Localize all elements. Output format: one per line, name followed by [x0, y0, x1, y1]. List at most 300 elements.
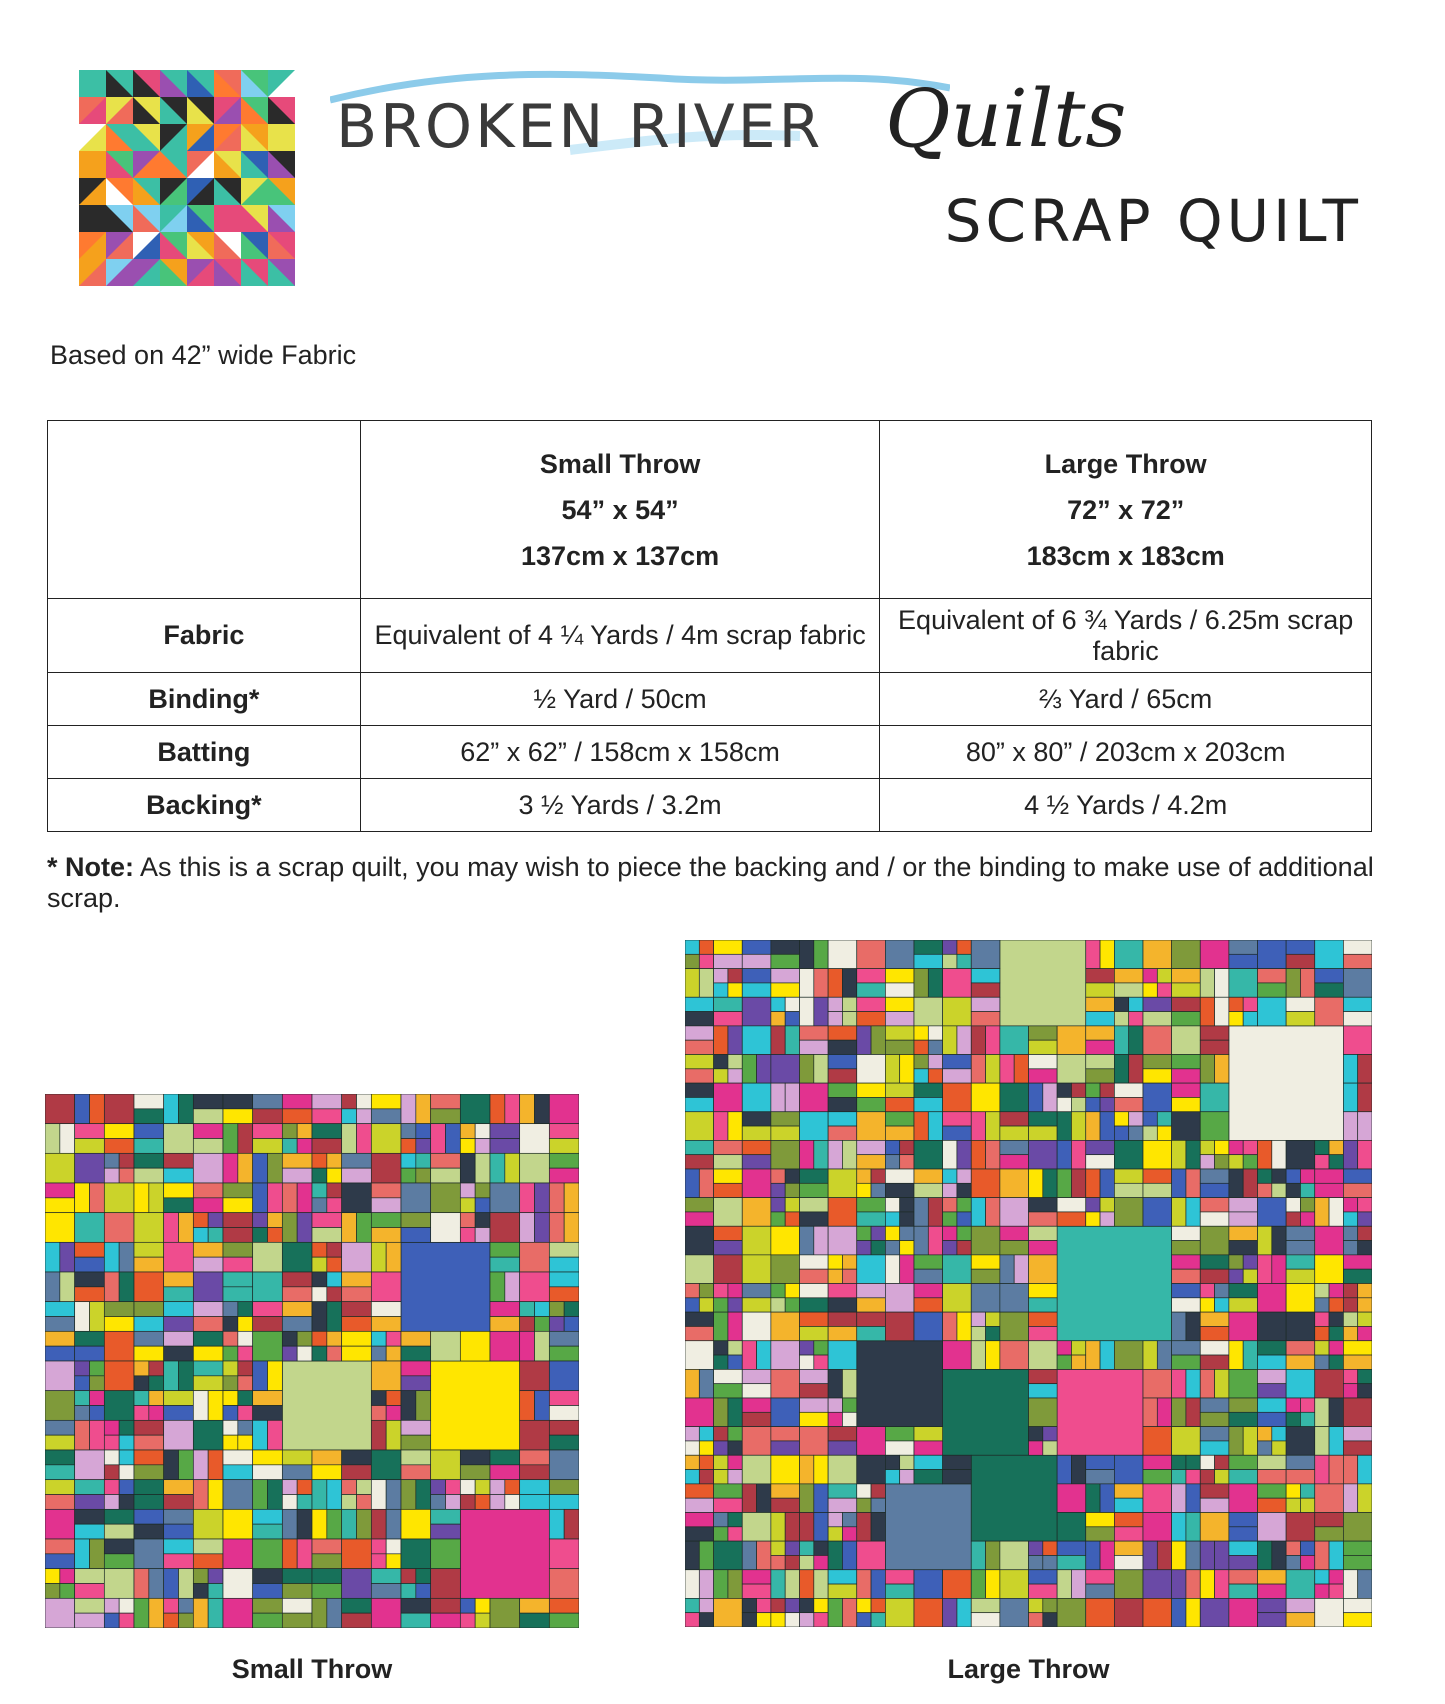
fabric-strip: [871, 1513, 885, 1542]
fabric-strip: [971, 1598, 1000, 1612]
fabric-strip: [297, 1509, 312, 1539]
large-throw-caption: Large Throw: [947, 1654, 1110, 1684]
fabric-strip: [1229, 1284, 1258, 1298]
fabric-strip: [253, 1509, 283, 1524]
fabric-square: [193, 1569, 208, 1584]
fabric-square: [1029, 1441, 1043, 1455]
fabric-patch: [164, 1124, 194, 1154]
fabric-strip: [253, 1420, 268, 1450]
fabric-patch: [45, 1391, 75, 1421]
fabric-square: [460, 1183, 475, 1198]
fabric-strip: [742, 969, 771, 983]
fabric-strip: [312, 1598, 327, 1628]
fabric-square: [685, 954, 699, 968]
fabric-strip: [1343, 1112, 1357, 1141]
fabric-strip: [1172, 1341, 1201, 1355]
fabric-patch: [549, 1539, 579, 1569]
fabric-strip: [1200, 1255, 1229, 1269]
fabric-strip: [1215, 997, 1229, 1026]
fabric-strip: [785, 1570, 799, 1599]
fabric-strip: [1172, 1012, 1201, 1026]
fabric-strip: [1258, 1570, 1287, 1584]
fabric-square: [714, 1341, 728, 1355]
fabric-square: [1243, 1269, 1257, 1283]
fabric-square: [1172, 1470, 1186, 1484]
fabric-strip: [1100, 1484, 1114, 1513]
fabric-strip: [134, 1153, 164, 1168]
fabric-strip: [371, 1094, 401, 1109]
fabric-strip: [828, 1441, 857, 1455]
fabric-strip: [1215, 1369, 1229, 1398]
fabric-strip: [685, 1026, 714, 1040]
fabric-square: [342, 1094, 357, 1109]
fabric-strip: [928, 1198, 942, 1227]
fabric-patch: [914, 1140, 943, 1169]
fabric-strip: [1286, 969, 1300, 998]
fabric-square: [699, 1427, 713, 1441]
fabric-square: [842, 1398, 856, 1412]
fabric-square: [871, 1598, 885, 1612]
fabric-strip: [164, 1153, 194, 1168]
fabric-strip: [1258, 1412, 1287, 1426]
fabric-strip: [401, 1420, 431, 1435]
fabric-strip: [386, 1242, 401, 1272]
fabric-strip: [520, 1465, 550, 1480]
fabric-square: [1300, 1555, 1314, 1569]
fabric-strip: [1286, 1269, 1315, 1283]
fabric-patch: [1000, 1169, 1029, 1198]
fabric-square: [785, 1541, 799, 1555]
fabric-strip: [312, 1450, 342, 1465]
fabric-square: [771, 1598, 785, 1612]
fabric-strip: [193, 1317, 223, 1332]
fabric-strip: [45, 1317, 75, 1332]
fabric-square: [986, 1326, 1000, 1340]
fabric-strip: [1229, 1584, 1258, 1598]
fabric-strip: [1343, 1441, 1372, 1455]
fabric-strip: [401, 1331, 431, 1346]
fabric-strip: [164, 1198, 194, 1213]
fabric-strip: [134, 1124, 164, 1139]
fabric-strip: [164, 1509, 194, 1524]
fabric-strip: [193, 1302, 223, 1317]
fabric-strip: [828, 1040, 857, 1054]
fabric-square: [1100, 1212, 1114, 1226]
fabric-square: [800, 1355, 814, 1369]
fabric-square: [914, 1055, 928, 1069]
fabric-strip: [685, 1155, 714, 1169]
fabric-strip: [164, 1213, 179, 1243]
fabric-strip: [253, 1391, 283, 1406]
fabric-square: [119, 1168, 134, 1183]
fabric-square: [1300, 1484, 1314, 1498]
fabric-strip: [549, 1480, 579, 1495]
fabric-strip: [1200, 1412, 1229, 1426]
fabric-strip: [842, 969, 856, 998]
fabric-strip: [342, 1317, 372, 1332]
fabric-square: [312, 1346, 327, 1361]
fabric-strip: [714, 1026, 728, 1055]
fabric-square: [842, 1255, 856, 1269]
fabric-strip: [828, 1112, 857, 1126]
fabric-patch: [431, 1361, 520, 1450]
fabric-strip: [742, 1541, 756, 1570]
fabric-square: [446, 1480, 461, 1495]
fabric-patch: [742, 1169, 771, 1198]
fabric-strip: [535, 1213, 550, 1243]
fabric-patch: [1172, 1427, 1201, 1456]
fabric-strip: [842, 1369, 856, 1398]
fabric-square: [900, 1455, 914, 1469]
fabric-strip: [1315, 1398, 1329, 1427]
fabric-strip: [800, 1570, 814, 1599]
fabric-strip: [800, 1212, 829, 1226]
fabric-square: [1343, 1326, 1357, 1340]
fabric-square: [1229, 997, 1243, 1011]
fabric-square: [535, 1317, 550, 1332]
fabric-patch: [549, 1569, 579, 1599]
fabric-strip: [1086, 1570, 1115, 1584]
fabric-strip: [800, 1455, 814, 1484]
fabric-strip: [1029, 1083, 1043, 1112]
fabric-strip: [699, 1541, 713, 1570]
fabric-strip: [1300, 969, 1314, 998]
fabric-square: [505, 1495, 520, 1510]
fabric-strip: [1114, 983, 1143, 997]
fabric-strip: [104, 1554, 134, 1569]
fabric-square: [714, 1055, 728, 1069]
fabric-strip: [1172, 1598, 1186, 1627]
fabric-patch: [771, 1312, 800, 1341]
fabric-square: [357, 1094, 372, 1109]
fabric-square: [885, 1455, 899, 1469]
fabric-strip: [814, 997, 828, 1026]
fabric-strip: [1229, 1541, 1258, 1555]
fabric-strip: [357, 1509, 372, 1539]
fabric-strip: [914, 969, 928, 998]
fabric-patch: [742, 1312, 771, 1341]
fabric-square: [119, 1465, 134, 1480]
column-header-large: [880, 421, 1372, 599]
fabric-square: [297, 1346, 312, 1361]
fabric-strip: [535, 1391, 550, 1421]
fabric-square: [223, 1420, 238, 1435]
fabric-patch: [45, 1094, 75, 1124]
fabric-square: [1286, 1484, 1300, 1498]
fabric-square: [327, 1272, 342, 1287]
fabric-square: [814, 1598, 828, 1612]
fabric-square: [1114, 1126, 1128, 1140]
fabric-square: [1029, 1555, 1043, 1569]
fabric-square: [1186, 1455, 1200, 1469]
fabric-patch: [1029, 1255, 1058, 1284]
fabric-patch: [1200, 1226, 1229, 1255]
fabric-patch: [742, 1513, 771, 1542]
fabric-strip: [800, 1384, 829, 1398]
fabric-strip: [971, 1541, 985, 1570]
brand-name: BROKEN RIVER: [336, 92, 824, 162]
fabric-strip: [223, 1153, 238, 1183]
fabric-strip: [223, 1094, 253, 1109]
fabric-strip: [75, 1598, 105, 1613]
fabric-square: [771, 1198, 785, 1212]
fabric-square: [1358, 1198, 1372, 1212]
fabric-square: [1300, 1183, 1314, 1197]
fabric-square: [699, 1298, 713, 1312]
fabric-square: [1329, 1326, 1343, 1340]
fabric-strip: [828, 1541, 842, 1570]
fabric-strip: [223, 1183, 253, 1198]
fabric-strip: [1329, 1398, 1343, 1427]
fabric-strip: [253, 1450, 283, 1465]
fabric-strip: [828, 1140, 842, 1169]
fabric-square: [1358, 1326, 1372, 1340]
fabric-patch: [193, 1509, 223, 1539]
fabric-square: [60, 1569, 75, 1584]
fabric-patch: [685, 1112, 714, 1141]
fabric-square: [1215, 1140, 1229, 1154]
fabric-patch: [431, 1213, 461, 1243]
fabric-strip: [857, 1026, 871, 1055]
fabric-strip: [1315, 1455, 1329, 1484]
fabric-strip: [164, 1450, 179, 1480]
fabric-strip: [327, 1509, 342, 1539]
fabric-strip: [971, 983, 1000, 997]
fabric-strip: [549, 1287, 579, 1302]
fabric-square: [193, 1584, 208, 1599]
fabric-patch: [714, 1198, 743, 1227]
fabric-square: [119, 1153, 134, 1168]
fabric-strip: [268, 1361, 283, 1391]
fabric-strip: [857, 1097, 886, 1111]
fabric-strip: [282, 1450, 312, 1465]
fabric-strip: [857, 1012, 886, 1026]
fabric-square: [238, 1302, 253, 1317]
fabric-strip: [1172, 1312, 1186, 1341]
fabric-square: [1043, 1555, 1057, 1569]
fabric-strip: [1000, 1255, 1014, 1284]
fabric-strip: [1057, 1112, 1071, 1141]
fabric-square: [1286, 1198, 1300, 1212]
fabric-square: [699, 1613, 713, 1627]
fabric-square: [842, 1012, 856, 1026]
fabric-strip: [193, 1346, 223, 1361]
fabric-strip: [1186, 1484, 1200, 1513]
fabric-square: [75, 1361, 90, 1376]
fabric-strip: [1100, 940, 1114, 969]
fabric-strip: [714, 1155, 743, 1169]
fabric-strip: [685, 1369, 699, 1398]
fabric-square: [1229, 1155, 1243, 1169]
fabric-square: [842, 1513, 856, 1527]
fabric-basis-note: Based on 42” wide Fabric: [50, 340, 357, 370]
fabric-square: [134, 1376, 149, 1391]
fabric-patch: [742, 1083, 771, 1112]
fabric-strip: [134, 1524, 164, 1539]
fabric-strip: [1172, 1241, 1201, 1255]
fabric-square: [371, 1539, 386, 1554]
fabric-patch: [1343, 969, 1372, 998]
fabric-square: [149, 1361, 164, 1376]
fabric-patch: [431, 1331, 461, 1361]
fabric-strip: [549, 1257, 579, 1272]
fabric-strip: [549, 1509, 564, 1539]
fabric-square: [104, 1420, 119, 1435]
fabric-strip: [401, 1465, 431, 1480]
fabric-strip: [1343, 954, 1372, 968]
fabric-square: [957, 1226, 971, 1240]
fabric-square: [771, 1284, 785, 1298]
fabric-square: [431, 1495, 446, 1510]
fabric-patch: [401, 1539, 431, 1569]
fabric-strip: [757, 1484, 771, 1513]
fabric-square: [1043, 1613, 1057, 1627]
fabric-square: [957, 1183, 971, 1197]
fabric-strip: [928, 969, 942, 998]
fabric-strip: [490, 1139, 520, 1154]
fabric-patch: [1229, 1484, 1258, 1513]
large-throw-quilt-image: [685, 940, 1372, 1627]
fabric-strip: [1043, 1083, 1057, 1112]
fabric-square: [1286, 1169, 1300, 1183]
fabric-strip: [814, 1484, 828, 1513]
fabric-strip: [490, 1450, 520, 1465]
fabric-strip: [1172, 1541, 1186, 1570]
fabric-square: [90, 1361, 105, 1376]
fabric-patch: [342, 1569, 372, 1599]
fabric-patch: [1286, 1513, 1315, 1542]
fabric-strip: [885, 1112, 914, 1126]
fabric-patch: [193, 1272, 223, 1302]
fabric-strip: [914, 1441, 943, 1455]
fabric-strip: [742, 1112, 771, 1126]
fabric-strip: [549, 1420, 579, 1435]
fabric-strip: [60, 1242, 75, 1272]
fabric-square: [386, 1539, 401, 1554]
fabric-square: [771, 1541, 785, 1555]
fabric-strip: [842, 1598, 856, 1627]
fabric-strip: [164, 1183, 194, 1198]
fabric-strip: [164, 1287, 194, 1302]
fabric-strip: [685, 1527, 714, 1541]
fabric-strip: [914, 1255, 943, 1269]
fabric-square: [771, 1012, 785, 1026]
fabric-strip: [1086, 1040, 1115, 1054]
fabric-strip: [828, 1055, 857, 1069]
fabric-strip: [785, 1513, 799, 1542]
fabric-square: [164, 1598, 179, 1613]
fabric-strip: [828, 1069, 857, 1083]
fabric-patch: [857, 1455, 886, 1484]
fabric-strip: [312, 1139, 342, 1154]
fabric-patch: [971, 1083, 1000, 1112]
fabric-square: [928, 1026, 942, 1040]
fabric-strip: [549, 1139, 579, 1154]
fabric-patch: [1000, 1598, 1029, 1627]
fabric-patch: [1286, 1140, 1315, 1169]
fabric-strip: [814, 1570, 828, 1599]
fabric-strip: [1029, 1112, 1058, 1126]
fabric-square: [871, 1169, 885, 1183]
fabric-square: [1215, 1298, 1229, 1312]
fabric-strip: [1286, 1226, 1315, 1240]
fabric-patch: [1200, 1598, 1229, 1627]
fabric-strip: [134, 1450, 164, 1465]
fabric-strip: [1114, 1055, 1128, 1084]
fabric-strip: [1200, 1212, 1229, 1226]
fabric-strip: [104, 1302, 134, 1317]
fabric-strip: [75, 1242, 105, 1257]
cell-small: Equivalent of 4 ¼ Yards / 4m scrap fabric: [360, 599, 880, 673]
fabric-square: [943, 1169, 957, 1183]
fabric-strip: [857, 1155, 886, 1169]
fabric-square: [1286, 1555, 1300, 1569]
fabric-strip: [297, 1183, 312, 1213]
fabric-strip: [1014, 1255, 1028, 1284]
fabric-square: [1358, 1384, 1372, 1398]
fabric-strip: [814, 940, 828, 969]
fabric-patch: [1143, 1513, 1172, 1542]
fabric-strip: [535, 1094, 550, 1124]
fabric-patch: [685, 1341, 714, 1370]
fabric-strip: [1258, 1484, 1287, 1498]
fabric-strip: [446, 1124, 461, 1154]
fabric-strip: [1186, 1398, 1200, 1427]
fabric-square: [971, 1312, 985, 1326]
fabric-strip: [490, 1317, 520, 1332]
fabric-square: [371, 1346, 386, 1361]
fabric-square: [1057, 1355, 1071, 1369]
fabric-strip: [1086, 1012, 1115, 1026]
fabric-strip: [1172, 1284, 1201, 1298]
fabric-strip: [193, 1539, 223, 1554]
fabric-patch: [520, 1361, 550, 1391]
fabric-strip: [401, 1613, 431, 1628]
fabric-strip: [1258, 1584, 1287, 1598]
fabric-patch: [104, 1361, 134, 1391]
fabric-patch: [800, 1112, 829, 1141]
fabric-strip: [104, 1242, 119, 1272]
fabric-strip: [857, 1570, 871, 1599]
fabric-square: [238, 1435, 253, 1450]
fabric-patch: [520, 1272, 550, 1302]
fabric-square: [1286, 1541, 1300, 1555]
fabric-strip: [520, 1213, 535, 1243]
fabric-patch: [1315, 1226, 1344, 1255]
fabric-square: [223, 1346, 238, 1361]
fabric-strip: [45, 1495, 75, 1510]
fabric-square: [1358, 1241, 1372, 1255]
fabric-square: [785, 1212, 799, 1226]
fabric-square: [928, 1055, 942, 1069]
fabric-square: [714, 1298, 728, 1312]
fabric-strip: [1200, 1341, 1229, 1355]
fabric-strip: [1286, 997, 1315, 1011]
fabric-patch: [549, 1094, 579, 1124]
fabric-square: [238, 1361, 253, 1376]
fabric-strip: [1229, 1241, 1258, 1255]
fabric-strip: [943, 1312, 957, 1341]
fabric-patch: [1343, 1398, 1372, 1427]
fabric-strip: [386, 1509, 401, 1539]
fabric-strip: [1086, 983, 1115, 997]
fabric-strip: [431, 1109, 461, 1124]
fabric-strip: [1343, 1255, 1372, 1269]
fabric-patch: [1258, 1198, 1287, 1227]
fabric-strip: [253, 1524, 283, 1539]
fabric-strip: [342, 1302, 372, 1317]
fabric-strip: [549, 1124, 579, 1139]
